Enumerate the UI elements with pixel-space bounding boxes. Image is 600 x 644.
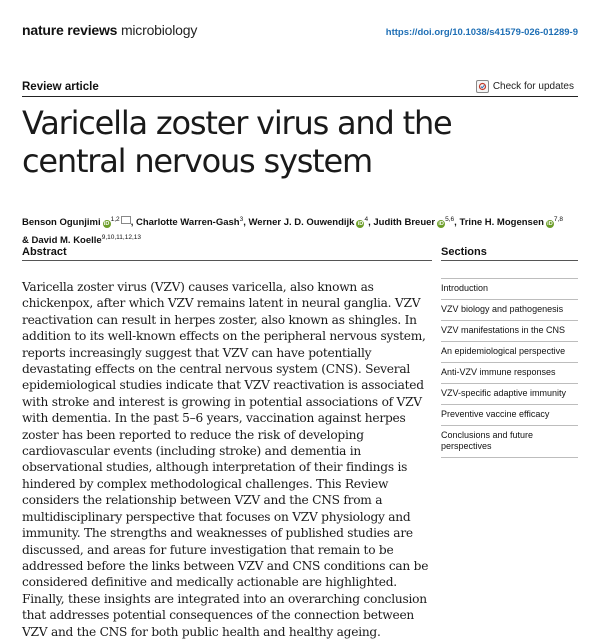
orcid-icon[interactable]: iD [357,221,364,228]
abstract-divider [22,260,432,261]
section-link-introduction[interactable]: Introduction [441,278,578,300]
section-link-immune-responses[interactable]: Anti-VZV immune responses [441,363,578,384]
check-updates-button[interactable] [476,80,574,93]
journal-logo [22,22,197,38]
author-affiliation: 7,8 [553,216,563,223]
author-affiliation: 4 [364,216,369,223]
section-link-adaptive-immunity[interactable]: VZV-specific adaptive immunity [441,384,578,405]
author-affiliation: 3 [239,216,244,223]
author-name: Benson Ogunjimi [22,217,101,229]
author-list [22,212,582,248]
author-name: Judith Breuer [373,217,436,229]
author-item[interactable]: Werner J. D. Ouwendijk $iD^4$, [248,216,374,229]
journal-header [22,22,578,42]
doi-link[interactable]: https://doi.org/10.1038/s41579-026-01289-9 [385,27,578,38]
author-item[interactable]: Benson Ogunjimi iD$^{1,2}$ , [22,216,136,229]
author-name: Werner J. D. Ouwendijk [248,217,355,229]
section-link-epidemiology[interactable]: An epidemiological perspective [441,342,578,363]
section-link-biology[interactable]: VZV biology and pathogenesis [441,300,578,321]
sections-nav [441,278,578,458]
journal-name-light: microbiology [117,22,198,38]
email-icon[interactable] [121,216,131,224]
sections-divider [441,260,578,261]
author-item[interactable] [459,217,563,228]
author-item[interactable]: Judith Breuer iD$^{5,6}$, [373,216,460,229]
author-affiliation: 9,10,11,12,13 [101,234,141,242]
check-updates-icon [476,80,489,93]
section-link-cns-manifestations[interactable]: VZV manifestations in the CNS [441,321,578,342]
article-title: Varicella zoster virus and the central nervous system [22,104,452,180]
author-affiliation: 1,2 [110,216,120,223]
header-divider [22,96,578,97]
check-updates-label: Check for updates [492,81,574,92]
author-name: Charlotte Warren-Gash [135,217,240,229]
author-name: David M. Koelle [31,235,102,247]
abstract-text: Varicella zoster virus (VZV) causes varicella, also known as chickenpox, after which VZV remains latent in neural ganglia. VZV reactivation can result in herpes zoster, also known as shingles. In addition to its well-known effects on the peripheral nervous system, reports increasingly suggest that VZV can have potentially devastating effects on the central nervous system (CNS). Several epidemiological studies indicate that VZV reactivation is associated with stroke and interest is growing in potential associations of VZV with dementia. In the past 5–6 years, vaccination against herpes zoster has been reported to reduce the risk of developing cardiovascular events (including stroke) and dementia in observational studies, although interpretation of their findings is hindered by complex methodological challenges. This Review considers the relationship between VZV and the CNS from a multidisciplinary perspective that focuses on VZV physiology and immunity. The strengths and weaknesses of published studies are discussed, and areas for future investigation that remain to be addressed before the links between VZV and CNS conditions can be considered definitive and medically actionable are highlighted. Finally, these insights are integrated into an overarching conclusion that addresses potential consequences of the connection between VZV and the CNS for both public health and healthy ageing. [22,280,429,639]
author-item[interactable]: & David M. Koelle$^{9,10,11,12,13}$ [22,234,141,247]
orcid-icon[interactable]: iD [438,221,444,228]
author-affiliation: 5,6 [445,216,455,223]
section-link-vaccine-efficacy[interactable]: Preventive vaccine efficacy [441,405,578,426]
sections-heading: Sections [441,246,487,258]
author-item[interactable]: Charlotte Warren-Gash$^3$, [135,216,249,229]
author-name: Trine H. Mogensen [459,217,544,229]
journal-name-bold: nature reviews [22,22,118,38]
abstract-heading: Abstract [22,246,67,258]
article-type: Review article [22,81,99,93]
section-link-conclusions[interactable]: Conclusions and future perspectives [441,426,578,458]
orcid-icon[interactable]: iD [103,221,110,228]
orcid-icon[interactable]: iD [547,221,553,228]
